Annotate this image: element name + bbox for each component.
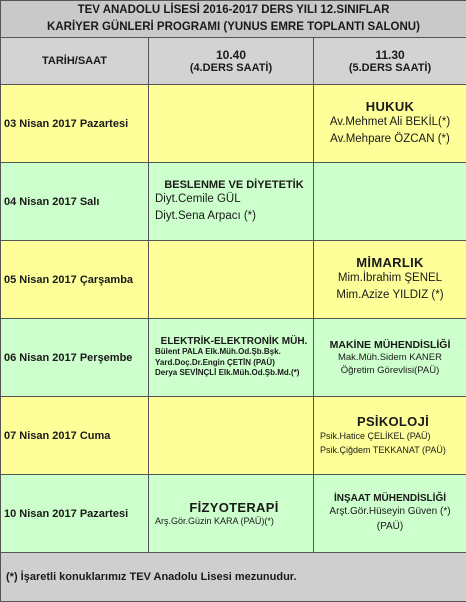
schedule-row — [1, 319, 466, 397]
title-line-2: KARİYER GÜNLERİ PROGRAMI (YUNUS EMRE TOPLANTI SALONU) — [1, 19, 466, 36]
slot2-column-header — [314, 38, 466, 85]
slot2-cell — [314, 241, 466, 319]
slot1-column-header — [149, 38, 314, 85]
session-topic: FİZYOTERAPİ — [155, 500, 313, 515]
speaker: Psik.Çiğdem TEKKANAT (PAÜ) — [320, 443, 466, 457]
speaker: Arş.Gör.Güzin KARA (PAÜ)(*) — [155, 515, 313, 527]
speaker: Av.Mehmet Ali BEKİL(*) — [314, 114, 466, 131]
slot2-cell — [314, 475, 466, 553]
row-date: 06 Nisan 2017 Perşembe — [1, 319, 149, 397]
speaker: Mim.İbrahim ŞENEL — [314, 270, 466, 287]
title-row — [1, 1, 466, 38]
session-topic: İNŞAAT MÜHENDİSLİĞİ — [314, 493, 466, 504]
schedule-row — [1, 397, 466, 475]
row-date: 03 Nisan 2017 Pazartesi — [1, 85, 149, 163]
speaker: Diyt.Cemile GÜL — [155, 191, 313, 208]
session-topic: PSİKOLOJİ — [320, 414, 466, 429]
speaker: (PAÜ) — [314, 519, 466, 534]
speaker: Öğretim Görevlisi(PAÜ) — [314, 364, 466, 377]
session-topic: BESLENME VE DİYETETİK — [155, 179, 313, 191]
footer-note: (*) İşaretli konuklarımız TEV Anadolu Lisesi mezunudur. — [1, 553, 466, 602]
column-header-row — [1, 38, 466, 85]
speaker: Yard.Doç.Dr.Engin ÇETİN (PAÜ) — [155, 358, 313, 369]
slot1-cell-empty — [149, 397, 314, 475]
speaker: Arşt.Gör.Hüseyin Güven (*) — [314, 504, 466, 519]
session-topic: HUKUK — [314, 99, 466, 114]
slot1-cell-empty — [149, 85, 314, 163]
slot2-cell — [314, 85, 466, 163]
speaker: Diyt.Sena Arpacı (*) — [155, 208, 313, 225]
speaker: Mak.Müh.Sidem KANER — [314, 351, 466, 364]
speaker: Psik.Hatice ÇELİKEL (PAÜ) — [320, 429, 466, 443]
slot1-cell — [149, 319, 314, 397]
footer-row — [1, 553, 466, 602]
session-topic: MİMARLIK — [314, 255, 466, 270]
slot2-cell — [314, 397, 466, 475]
document-title — [1, 1, 466, 38]
speaker: Bülent PALA Elk.Müh.Od.Şb.Bşk. — [155, 347, 313, 358]
date-column-header: TARİH/SAAT — [1, 38, 149, 85]
slot1-cell — [149, 163, 314, 241]
schedule-row — [1, 85, 466, 163]
row-date: 05 Nisan 2017 Çarşamba — [1, 241, 149, 319]
speaker: Av.Mehpare ÖZCAN (*) — [314, 131, 466, 148]
slot2-label: (5.DERS SAATİ) — [349, 62, 431, 74]
slot1-time: 10.40 — [149, 48, 313, 62]
row-date: 04 Nisan 2017 Salı — [1, 163, 149, 241]
speaker: Derya SEVİNÇLİ Elk.Müh.Od.Şb.Md.(*) — [155, 368, 313, 379]
session-topic: ELEKTRİK-ELEKTRONİK MÜH. — [155, 336, 313, 347]
slot1-cell — [149, 475, 314, 553]
schedule-row — [1, 241, 466, 319]
slot1-label: (4.DERS SAATİ) — [190, 62, 272, 74]
speaker: Mim.Azize YILDIZ (*) — [314, 287, 466, 304]
slot2-cell — [314, 319, 466, 397]
title-line-1: TEV ANADOLU LİSESİ 2016-2017 DERS YILI 12.SINIFLAR — [1, 2, 466, 19]
schedule-row — [1, 475, 466, 553]
row-date: 07 Nisan 2017 Cuma — [1, 397, 149, 475]
slot1-cell-empty — [149, 241, 314, 319]
session-topic: MAKİNE MÜHENDİSLİĞİ — [314, 339, 466, 351]
schedule-row — [1, 163, 466, 241]
row-date: 10 Nisan 2017 Pazartesi — [1, 475, 149, 553]
slot2-time: 11.30 — [314, 48, 466, 62]
slot2-cell-empty — [314, 163, 466, 241]
